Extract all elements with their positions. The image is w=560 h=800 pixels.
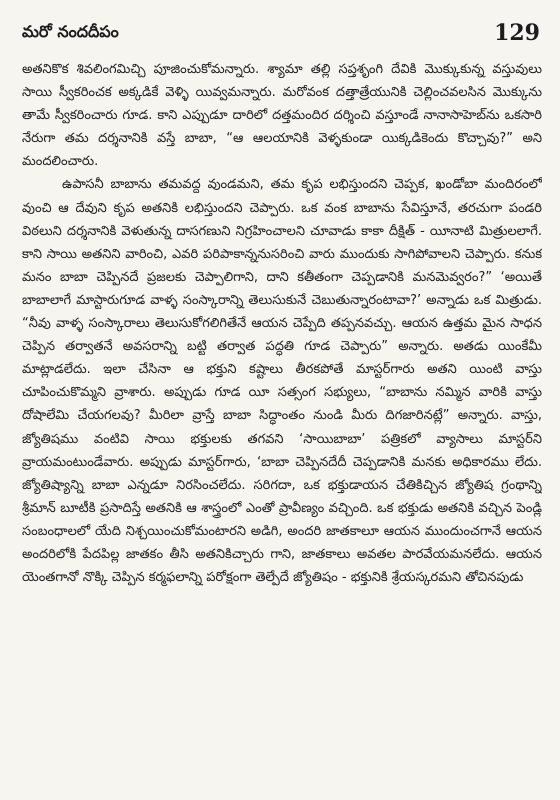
paragraph: అతనికొక శివలింగమిచ్చి పూజించుకోమన్నారు. శ్యామా తల్లి సప్తశృంగి దేవికి మొక్కుకున్న వస్తువులు సాయి స్వీకరించక అక్కడికే వెళ్ళి యివ్వమన్నారు. మరోవంక దత్తాత్రేయునికి చెల్లించవలసిన మొక్కును తామే స్వీకరించారు గూడ. కాని ఎప్పుడూ దారిలో దత్తమందిర దర్శించి వస్తూండే నానాసాహెబ్‌ను ఒకసారి నేరుగా తమ దర్శనానికి వస్తే బాబా, “ఆ ఆలయానికి వెళ్ళకుండా యిక్కడికెందు కొచ్చావు?” అని మందలించారు. [22, 62, 542, 170]
paragraph: ఉపాసనీ బాబాను తమవద్ద వుండమని, తమ కృప లభిస్తుందని చెప్పక, ఖండోబా మందిరంలో వుంచి ఆ దేవుని కృప అతనికి లభిస్తుందని చెప్పారు. ఒక వంక బాబాను సేవిస్తూనే, తరచుగా పండరి విఠలుని దర్శనానికి వెళుతున్న దాసగణుని నిగ్రహించాలని చూవాడు కాకా దీక్షిత్ - యీనాటి మిత్రులలాగే. కాని సాయి అతనిని వారించి, ఎవరి పరిపాకాన్ననుసరించి వారు ముందుకు సాగిపోవాలని చెప్పారు. కనుక మనం బాబా చెప్పినదే ప్రజలకు చెప్పాలిగాని, దాని కతీతంగా చెప్పడానికి మనమెవ్వరం?” ‘అయితే బాబాలాగే మాస్టారుగూడ వాళ్ళ సంస్కారాన్ని తెలుసుకునే చెబుతున్నారంటావా?’ అన్నాడు ఒక మిత్రుడు. “నీవు వాళ్ళ సంస్కారాలు తెలుసుకోగలిగితేనే ఆయన చెప్పేది తప్పనవచ్చు. ఆయన ఉత్తమ మైన సాధన చెప్పిన తర్వాతనే అవసరాన్ని బట్టి తర్వాత పద్ధతి గూడ చెప్పారు” అన్నారు. అతడు యింకేమీ మాట్లాడలేదు. ఇలా చేసినా ఆ భక్తుని కష్టాలు తీరకపోతే మాస్టర్‌గారు అతని యింటి వాస్తు చూపించుకొమ్మని వ్రాశారు. అప్పుడు గూడ యీ సత్సంగ సభ్యులు, “బాబాను నమ్మిన వారికి వాస్తు దోషాలేమి చేయగలవు? మీరిలా వ్రాస్తే బాబా సిద్ధాంతం నుండి మీరు దిగజారినట్లే” అన్నారు. వాస్తు, జ్యోతిషము వంటివి సాయి భక్తులకు తగవని ‘సాయిబాబా’ పత్రికలో వ్యాసాలు మాస్టర్‌ని వ్రాయమంటుండేవారు. అప్పుడు మాస్టర్‌గారు, ‘బాబా చెప్పినదేదీ చెప్పడానికి మనకు అధికారము లేదు. జ్యోతిష్యాన్ని బాబా ఎన్నడూ నిరసించలేదు. సరిగదా, ఒక భక్తుడాయన చేతికిచ్చిన జ్యోతిష గ్రంథాన్ని శ్రీమాన్ బూటీకి ప్రసాదిస్తే అతనికి ఆ శాస్త్రంలో ఎంతో ప్రావీణ్యం వచ్చింది. ఒక భక్తుడు అతనికి వచ్చిన పెండ్లి సంబంధాలలో యేది నిశ్చయించుకోమంటారని అడిగి, అందరి జాతకాలూ ఆయన ముందుంచగానే ఆయన అందరిలోకి పేదపిల్ల జాతకం తీసి అతనికిచ్చారు గాని, జాతకాలు అవతల పారవేయమనలేదు. ఆయన యెంతగానో నొక్కి చెప్పిన కర్మఫలాన్ని పరోక్షంగా తెల్పేదే జ్యోతిషం - భక్తునికి శ్రేయస్కరమని తోచినపుడు [22, 177, 542, 586]
page-body [22, 58, 542, 792]
page-header [22, 14, 540, 52]
page-number: 129 [494, 20, 540, 46]
running-title: మరో నందదీపం [22, 21, 119, 41]
